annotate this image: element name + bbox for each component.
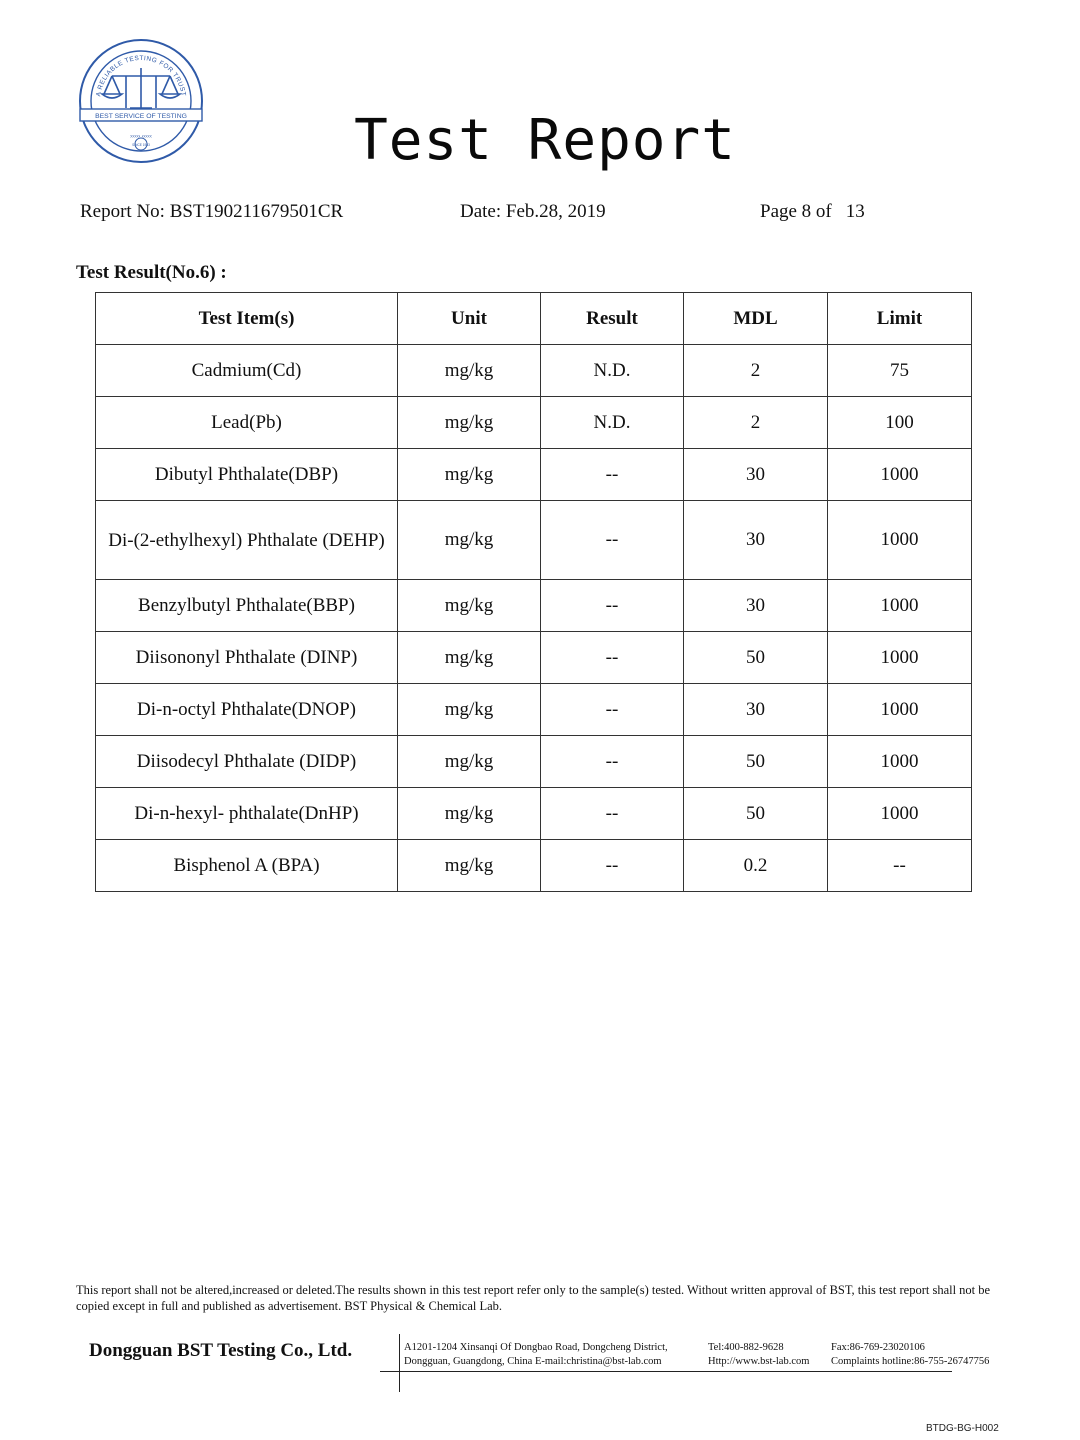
cell-unit: mg/kg	[398, 449, 541, 501]
table-row	[96, 632, 972, 684]
cell-limit: 1000	[828, 580, 972, 632]
cell-test-item: Diisononyl Phthalate (DINP)	[96, 632, 398, 684]
footer-divider-vertical	[399, 1334, 400, 1392]
cell-limit: --	[828, 840, 972, 892]
cell-test-item: Lead(Pb)	[96, 397, 398, 449]
website: Http://www.bst-lab.com	[708, 1356, 810, 1367]
cell-test-item: Benzylbutyl Phthalate(BBP)	[96, 580, 398, 632]
cell-result: --	[541, 840, 684, 892]
cell-mdl: 30	[684, 580, 828, 632]
table-row	[96, 345, 972, 397]
page-title: Test Report	[354, 108, 736, 173]
column-header-test-item: Test Item(s)	[96, 293, 398, 345]
cell-result: N.D.	[541, 345, 684, 397]
cell-limit: 1000	[828, 501, 972, 580]
cell-result: --	[541, 788, 684, 840]
address-line-1: A1201-1204 Xinsanqi Of Dongbao Road, Dongcheng District,	[404, 1342, 668, 1353]
column-header-unit: Unit	[398, 293, 541, 345]
cell-unit: mg/kg	[398, 684, 541, 736]
report-number-value: BST190211679501CR	[169, 201, 344, 222]
cell-limit: 1000	[828, 736, 972, 788]
cell-test-item: Dibutyl Phthalate(DBP)	[96, 449, 398, 501]
svg-text:SINCE 1983: SINCE 1983	[132, 143, 150, 147]
cell-test-item: Diisodecyl Phthalate (DIDP)	[96, 736, 398, 788]
cell-result: --	[541, 580, 684, 632]
cell-test-item: Di-n-hexyl- phthalate(DnHP)	[96, 788, 398, 840]
cell-limit: 75	[828, 345, 972, 397]
cell-limit: 1000	[828, 449, 972, 501]
company-address	[404, 1341, 668, 1369]
cell-mdl: 2	[684, 345, 828, 397]
table-row	[96, 580, 972, 632]
cell-result: --	[541, 736, 684, 788]
cell-limit: 1000	[828, 788, 972, 840]
cell-result: --	[541, 632, 684, 684]
cell-mdl: 30	[684, 501, 828, 580]
report-date-label: Date:	[460, 201, 502, 222]
test-results-table	[95, 292, 972, 892]
cell-unit: mg/kg	[398, 840, 541, 892]
cell-test-item: Di-(2-ethylhexyl) Phthalate (DEHP)	[96, 501, 398, 580]
table-row	[96, 684, 972, 736]
company-fax-hotline	[831, 1341, 989, 1369]
cell-unit: mg/kg	[398, 580, 541, 632]
cell-unit: mg/kg	[398, 736, 541, 788]
report-number-label: Report No:	[80, 201, 165, 222]
report-number	[80, 201, 343, 223]
cell-mdl: 30	[684, 449, 828, 501]
fax: Fax:86-769-23020106	[831, 1342, 925, 1353]
page-indicator	[760, 201, 865, 223]
cell-mdl: 50	[684, 736, 828, 788]
company-name: Dongguan BST Testing Co., Ltd.	[89, 1340, 353, 1361]
table-row	[96, 397, 972, 449]
report-date-value: Feb.28, 2019	[505, 201, 606, 222]
form-code: BTDG-BG-H002	[926, 1423, 999, 1434]
cell-unit: mg/kg	[398, 345, 541, 397]
cell-result: --	[541, 684, 684, 736]
column-header-result: Result	[541, 293, 684, 345]
column-header-mdl: MDL	[684, 293, 828, 345]
cell-mdl: 30	[684, 684, 828, 736]
report-date	[460, 201, 606, 223]
svg-text:BEST SERVICE OF TESTING: BEST SERVICE OF TESTING	[95, 113, 187, 120]
complaints-hotline: Complaints hotline:86-755-26747756	[831, 1356, 990, 1367]
table-row	[96, 449, 972, 501]
balance-scale-icon	[102, 68, 180, 108]
table-row	[96, 501, 972, 580]
cell-limit: 1000	[828, 632, 972, 684]
cell-mdl: 50	[684, 788, 828, 840]
telephone: Tel:400-882-9628	[708, 1342, 784, 1353]
cell-result: N.D.	[541, 397, 684, 449]
company-contact	[708, 1341, 809, 1369]
cell-result: --	[541, 449, 684, 501]
cell-mdl: 50	[684, 632, 828, 684]
cell-mdl: 0.2	[684, 840, 828, 892]
table-row	[96, 788, 972, 840]
cell-test-item: Cadmium(Cd)	[96, 345, 398, 397]
table-row	[96, 736, 972, 788]
svg-text:A RELIABLE TESTING FOR TRUST: A RELIABLE TESTING FOR TRUST	[95, 54, 187, 97]
footer-divider-horizontal	[380, 1371, 952, 1372]
cell-limit: 100	[828, 397, 972, 449]
cell-mdl: 2	[684, 397, 828, 449]
table-header-row	[96, 293, 972, 345]
cell-unit: mg/kg	[398, 501, 541, 580]
column-header-limit: Limit	[828, 293, 972, 345]
cell-unit: mg/kg	[398, 788, 541, 840]
cell-result: --	[541, 501, 684, 580]
page-label: Page 8 of	[760, 201, 832, 222]
cell-limit: 1000	[828, 684, 972, 736]
cell-unit: mg/kg	[398, 632, 541, 684]
svg-text:››››› ‹‹‹‹‹: ››››› ‹‹‹‹‹	[130, 134, 152, 140]
cell-test-item: Di-n-octyl Phthalate(DNOP)	[96, 684, 398, 736]
section-title: Test Result(No.6) :	[76, 262, 227, 283]
cell-test-item: Bisphenol A (BPA)	[96, 840, 398, 892]
cell-unit: mg/kg	[398, 397, 541, 449]
disclaimer-text: This report shall not be altered,increased or deleted.The results shown in this test report refer only to the sample(s) tested. Without written approval of BST, this test report shall not be copied except in full and published as advertisement. BST Physical & Chemical Lab.	[76, 1283, 991, 1313]
address-line-2: Dongguan, Guangdong, China E-mail:christina@bst-lab.com	[404, 1356, 662, 1367]
page-total: 13	[845, 201, 865, 222]
table-row	[96, 840, 972, 892]
